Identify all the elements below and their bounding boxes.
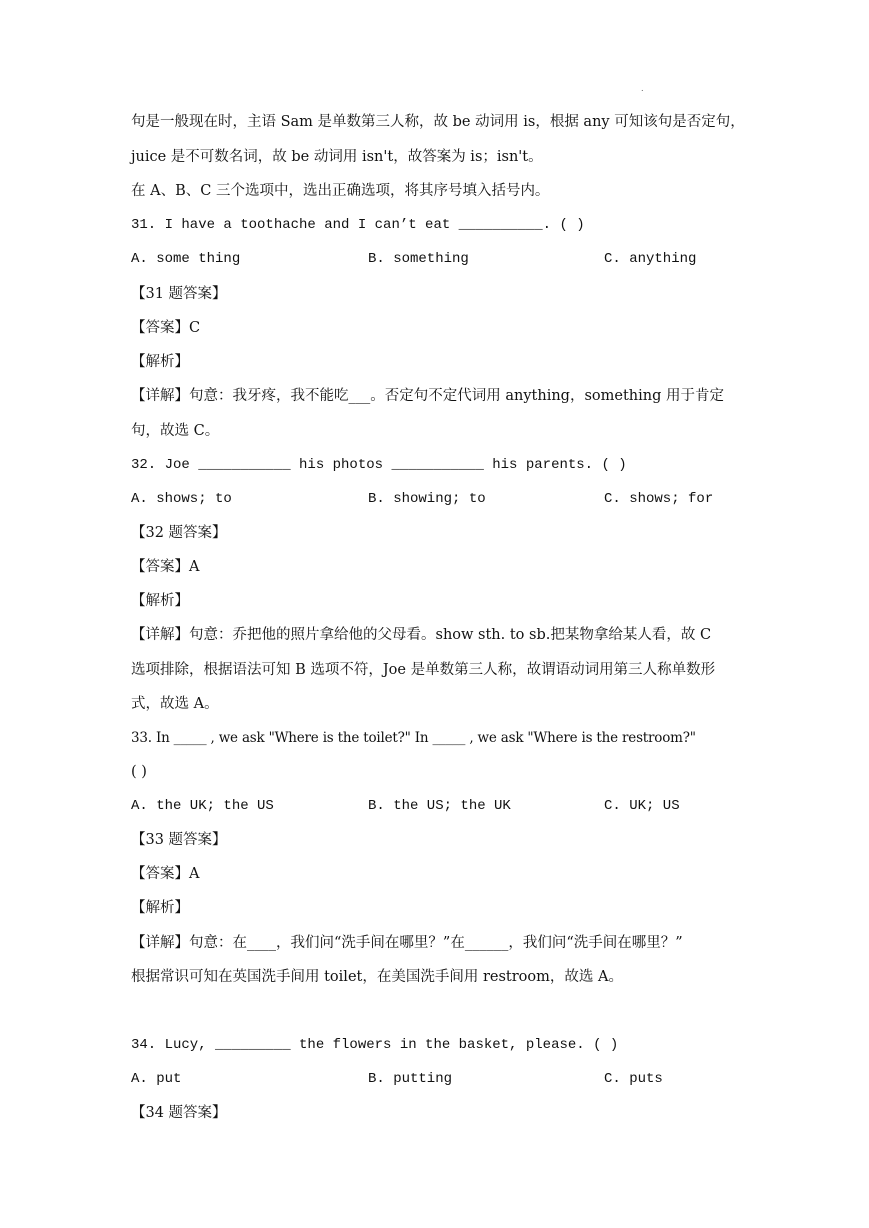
q31-answer-heading: 【31 题答案】 [131,286,227,302]
q31-detail-line-1: 【详解】句意：我牙疼，我不能吃___。否定句不定代词用 anything，something 用于肯定 [131,388,724,404]
question-33-stem-bracket: ( ) [131,764,147,780]
q31-answer: 【答案】C [131,320,201,336]
question-31-stem: 31. I have a toothache and I can’t eat __________. ( ) [131,217,585,233]
q33-answer: 【答案】A [131,866,200,882]
q31-option-c: C. anything [604,251,697,267]
q34-option-a: A. put [131,1071,182,1087]
q33-detail-line-2: 根据常识可知在英国洗手间用 toilet，在美国洗手间用 restroom，故选 A。 [131,969,623,985]
q32-option-c: C. shows; for [604,491,714,507]
question-33-stem: 33. In _____ , we ask "Where is the toilet?" In _____ , we ask "Where is the restroom?" [131,730,696,746]
q33-option-c: C. UK; US [604,798,680,814]
q32-option-a: A. shows; to [131,491,232,507]
q32-analysis: 【解析】 [131,593,189,609]
q32-option-b: B. showing; to [368,491,486,507]
q31-option-b: B. something [368,251,469,267]
q32-answer: 【答案】A [131,559,200,575]
q33-option-b: B. the US; the UK [368,798,511,814]
q33-answer-heading: 【33 题答案】 [131,832,227,848]
q33-detail-line-1: 【详解】句意：在____，我们问“洗手间在哪里？”在______，我们问“洗手间在哪里？” [131,935,683,951]
q33-analysis: 【解析】 [131,900,189,916]
q34-option-b: B. putting [368,1071,453,1087]
q33-option-a: A. the UK; the US [131,798,274,814]
q34-option-c: C. puts [604,1071,663,1087]
intro-line-2: juice 是不可数名词，故 be 动词用 isn't，故答案为 is；isn't。 [131,149,543,165]
q31-analysis: 【解析】 [131,354,189,370]
q34-answer-heading: 【34 题答案】 [131,1105,227,1121]
q32-detail-line-3: 式，故选 A。 [131,696,219,712]
q32-detail-line-1: 【详解】句意：乔把他的照片拿给他的父母看。show sth. to sb.把某物拿给某人看，故 C [131,627,712,643]
q32-answer-heading: 【32 题答案】 [131,525,227,541]
q32-detail-line-2: 选项排除，根据语法可知 B 选项不符，Joe 是单数第三人称，故谓语动词用第三人称单数形 [131,662,716,678]
intro-line-1: 句是一般现在时，主语 Sam 是单数第三人称，故 be 动词用 is，根据 any 可知该句是否定句， [131,114,745,130]
q31-option-a: A. some thing [131,251,241,267]
q31-detail-line-2: 句，故选 C。 [131,423,220,439]
question-34-stem: 34. Lucy, _________ the flowers in the basket, please. ( ) [131,1037,619,1053]
question-32-stem: 32. Joe ___________ his photos ___________ his parents. ( ) [131,457,627,473]
section-instruction: 在 A、B、C 三个选项中，选出正确选项，将其序号填入括号内。 [131,183,550,199]
header-dot: . [641,84,644,93]
